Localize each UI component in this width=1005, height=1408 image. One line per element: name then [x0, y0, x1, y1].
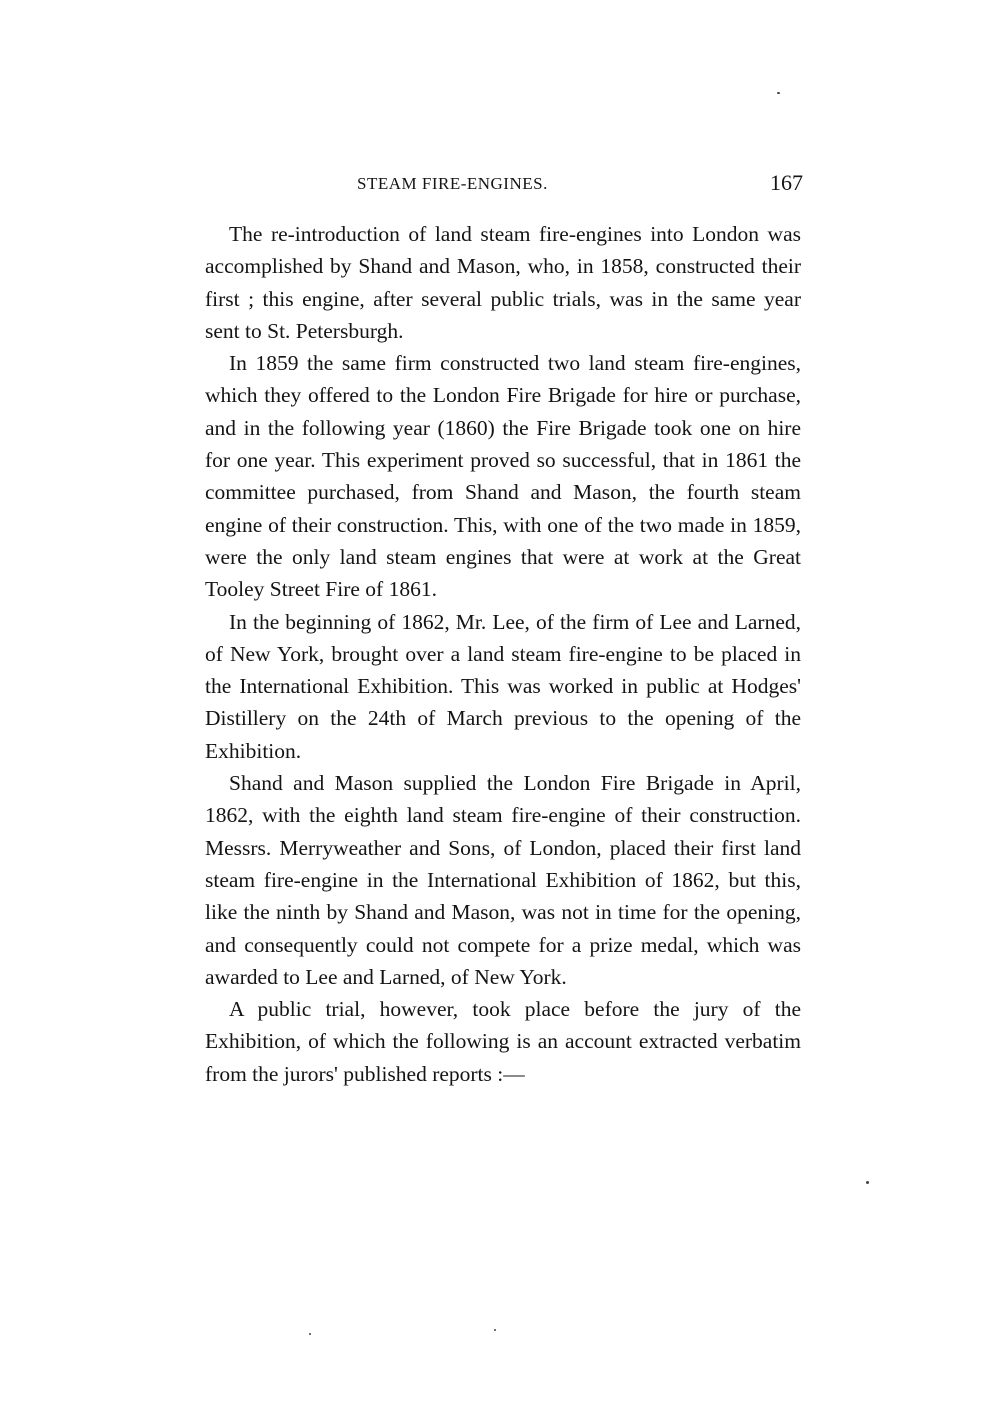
page-header — [200, 170, 803, 202]
paragraph: The re-introduction of land steam fire-engines into London was accomplished by Shand and Mason, who, in 1858, constructed their first ; this engine, after several public trials, was in the same year sent to St. Petersburgh. — [205, 222, 801, 343]
scan-speck — [777, 92, 780, 94]
paragraph: Shand and Mason supplied the London Fire Brigade in April, 1862, with the eighth land steam fire-engine of their construction. Messrs. Merryweather and Sons, of London, placed their first land steam fire-engine in the International Exhibition of 1862, but this, like the ninth by Shand and Mason, was not in time for the opening, and consequently could not compete for a prize medal, which was awarded to Lee and Larned, of New York. — [205, 771, 801, 989]
paragraph: In the beginning of 1862, Mr. Lee, of the firm of Lee and Larned, of New York, brought over a land steam fire-engine to be placed in the International Exhibition. This was worked in public at Hodges' Distillery on the 24th of March previous to the opening of the Exhibition. — [205, 609, 801, 763]
scan-speck — [866, 1181, 869, 1184]
body-text — [205, 218, 801, 1090]
page-number: 167 — [770, 170, 803, 195]
running-title: STEAM FIRE-ENGINES. — [357, 174, 548, 193]
paragraph: In 1859 the same firm constructed two land steam fire-engines, which they offered to the London Fire Brigade for hire or purchase, and in the following year (1860) the Fire Brigade took one on hire for one year. This experiment proved so successful, that in 1861 the committee purchased, from Shand and Mason, the fourth steam engine of their construction. This, with one of the two made in 1859, were the only land steam engines that were at work at the Great Tooley Street Fire of 1861. — [205, 351, 801, 602]
scan-speck — [494, 1329, 496, 1331]
paragraph: A public trial, however, took place before the jury of the Exhibition, of which the following is an account extracted verbatim from the jurors' published reports :— — [205, 997, 801, 1086]
scan-speck — [309, 1333, 311, 1335]
